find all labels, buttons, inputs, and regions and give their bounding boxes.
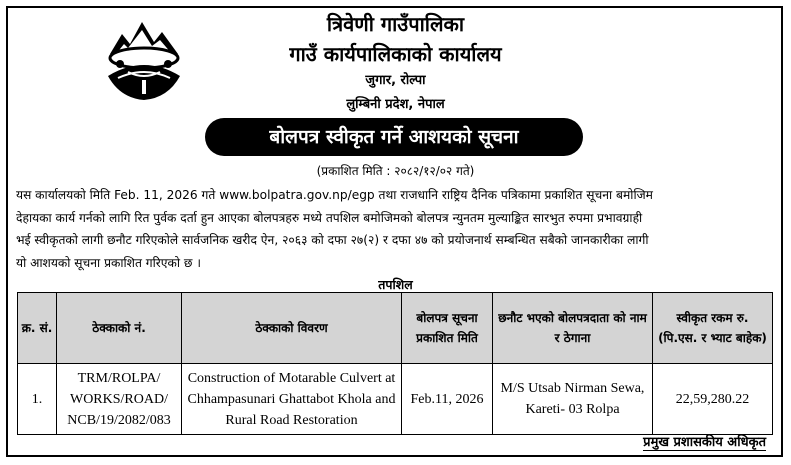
notice-title-banner: बोलपत्र स्वीकृत गर्ने आशयको सूचना	[205, 118, 583, 156]
cell-amount: 22,59,280.22	[653, 364, 773, 435]
cell-bidder: M/S Utsab Nirman Sewa, Kareti- 03 Rolpa	[493, 364, 653, 435]
header-contract-no: ठेक्काको नं.	[57, 293, 182, 364]
municipality-name: त्रिवेणी गाउँपालिका	[326, 12, 465, 36]
header-amount: स्वीकृत रकम रु. (पि.एस. र भ्याट बाहेक)	[653, 293, 773, 364]
contract-table	[17, 292, 773, 435]
cell-published-date: Feb.11, 2026	[402, 364, 493, 435]
body-line: भई स्वीकृतको लागी छनौट गरिएकोले सार्वजनिक खरीद ऐन, २०६३ को दफा २७(२) र दफा ४७ को प्रयोजनार्थ सम्बन्धित सबैको जानकारीका लागी	[16, 233, 649, 247]
header-description: ठेक्काको विवरण	[182, 293, 402, 364]
cell-description: Construction of Motarable Culvert at Chhampasunari Ghattabot Khola and Rural Road Restoration	[182, 364, 402, 435]
header-bidder: छनौट भएको बोलपत्रदाता को नाम र ठेगाना	[493, 293, 653, 364]
cell-contract-no: TRM/ROLPA/ WORKS/ROAD/ NCB/19/2082/083	[57, 364, 182, 435]
header-published-date: बोलपत्र सूचना प्रकाशित मिति	[402, 293, 493, 364]
table-row	[18, 364, 773, 435]
notice-body	[16, 184, 778, 274]
province-name: लुम्बिनी प्रदेश, नेपाल	[346, 97, 445, 112]
cell-sn: 1.	[18, 364, 57, 435]
header-sn: क्र. सं.	[18, 293, 57, 364]
table-header-row	[18, 293, 773, 364]
body-line: यो आशयको सूचना प्रकाशित गरिएको छ ।	[16, 255, 201, 270]
office-name: गाउँ कार्यपालिकाको कार्यालय	[289, 42, 502, 66]
table-caption: तपशिल	[378, 277, 413, 292]
office-location: जुगार, रोल्पा	[365, 73, 426, 88]
body-line: यस कार्यालयको मिति Feb. 11, 2026 गते www.bolpatra.gov.np/egp तथा राजधानि राष्ट्रिय दैनिक पत्रिकामा प्रकाशित सूचना बमोजिम	[16, 188, 653, 202]
signatory-title: प्रमुख प्रशासकीय अधिकृत	[643, 432, 766, 451]
body-line: देहायका कार्य गर्नको लागि रित पुर्वक दर्ता हुन आएका बोलपत्रहरु मध्ये तपशिल बमोजिमको बोलपत्र न्युनतम मुल्याङ्कित सारभुत रुपमा प्रभावग्राही	[16, 210, 643, 225]
published-date: (प्रकाशित मिति : २०८२/१२/०२ गते)	[316, 164, 475, 178]
